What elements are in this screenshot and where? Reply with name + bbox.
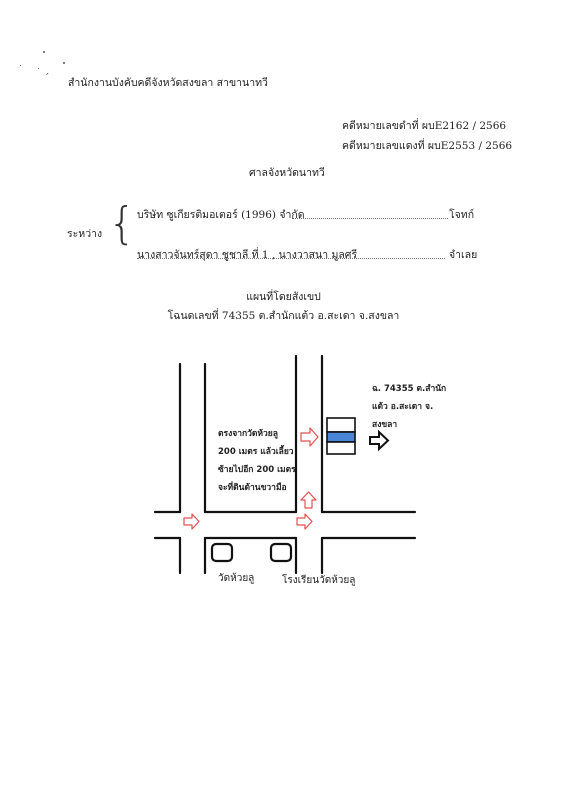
temple-label: วัดห้วยลู xyxy=(218,573,255,584)
party-brace: { xyxy=(108,198,136,249)
parcel-pointer-arrow-icon xyxy=(370,432,388,449)
land-parcel xyxy=(327,418,355,454)
direction-line: 200 เมตร แล้วเลี้ยว xyxy=(218,447,294,457)
parcel-plot-highlight xyxy=(327,432,355,442)
parcel-label-line: สงขลา xyxy=(372,420,398,430)
red-case-value: ผบE2553 / 2566 xyxy=(427,140,513,152)
route-arrow-up-icon xyxy=(301,492,316,508)
plaintiff-name: บริษัท ซูเกียรติมอเตอร์ (1996) จำกัด xyxy=(137,209,305,221)
black-case-label: คดีหมายเลขดำที่ xyxy=(342,120,419,132)
parcel-plot-bottom xyxy=(327,442,355,454)
defendant-name: นางสาวจันทร์สุดา ชูชาลี ที่ 1 , นางวาสนา มูลศรี xyxy=(137,249,358,261)
plaintiff-role: โจทก์ xyxy=(449,209,475,221)
route-arrow-right-icon xyxy=(301,428,318,446)
school-marker xyxy=(271,544,291,561)
school-label: โรงเรียนวัดห้วยลู xyxy=(282,575,356,586)
court-name: ศาลจังหวัดนาทวี xyxy=(249,167,325,179)
parcel-label xyxy=(372,383,446,430)
landmarks xyxy=(212,544,291,561)
red-case-label: คดีหมายเลขแดงที่ xyxy=(342,140,425,152)
route-arrow-right-icon xyxy=(297,514,312,529)
parcel-label-line: ฉ. 74355 ต.สำนัก xyxy=(372,384,447,394)
parcel-plot-top xyxy=(327,418,355,432)
between-label: ระหว่าง xyxy=(67,228,103,240)
directions-note xyxy=(218,428,296,493)
map-title: แผนที่โดยสังเขป xyxy=(246,291,321,303)
scan-mark: ˊ xyxy=(44,72,50,85)
defendant-role: จำเลย xyxy=(449,249,478,261)
parcel-label-line: แต้ว อ.สะเดา จ. xyxy=(372,402,434,412)
office-header: สำนักงานบังคับคดีจังหวัดสงขลา สาขานาทวี xyxy=(68,77,268,89)
route-arrow-right-icon xyxy=(184,514,199,529)
map-subtitle: โฉนดเลขที่ 74355 ต.สำนักแต้ว อ.สะเดา จ.สงขลา xyxy=(167,310,400,322)
temple-marker xyxy=(212,544,232,561)
direction-line: ซ้ายไปอีก 200 เมตร xyxy=(218,465,296,475)
direction-line: ตรงจากวัดห้วยลู xyxy=(218,429,278,439)
direction-line: จะที่ดินด้านขวามือ xyxy=(218,483,287,493)
black-case-value: ผบE2162 / 2566 xyxy=(421,120,507,132)
